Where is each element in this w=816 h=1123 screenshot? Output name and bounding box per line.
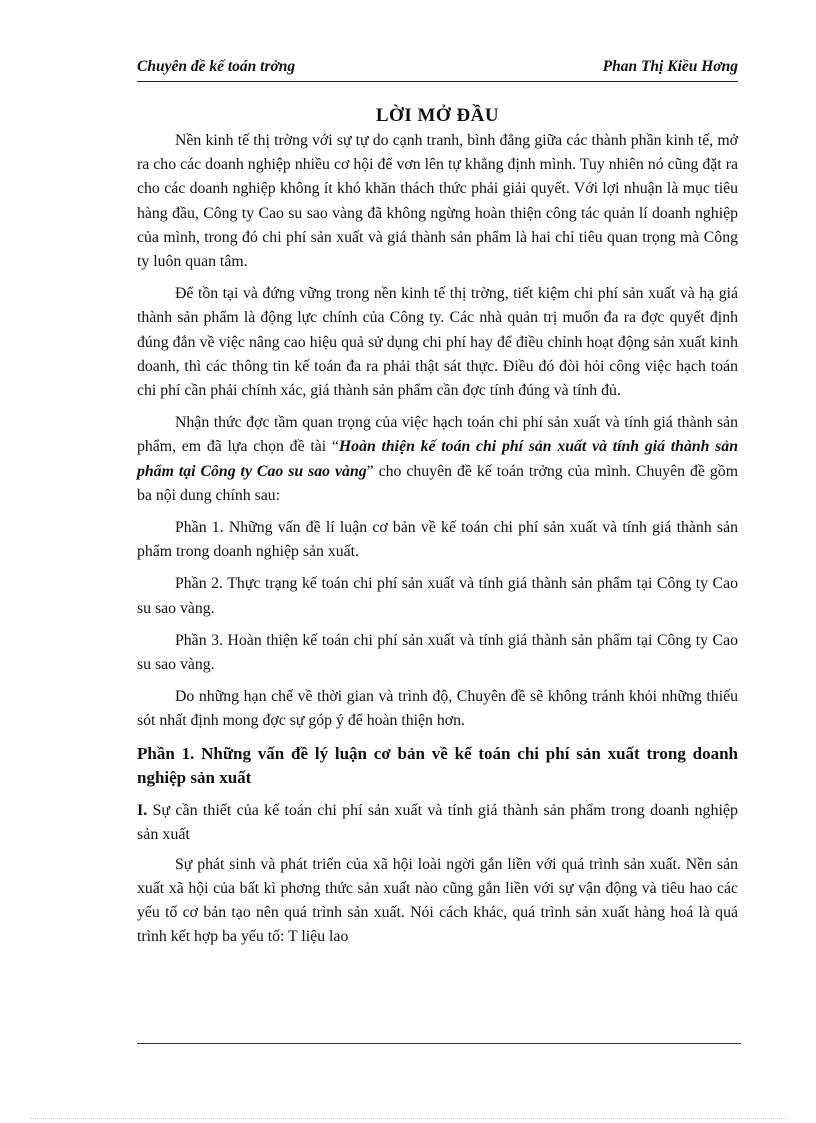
outline-part-1: Phần 1. Những vấn đề lí luận cơ bản về kế toán chi phí sản xuất và tính giá thành sản phẩm trong doanh nghiệp sản xuất. bbox=[137, 519, 738, 561]
intro-paragraph-2: Để tồn tại và đứng vững trong nền kinh tế thị trờng, tiết kiệm chi phí sản xuất và hạ giá thành sản phẩm là động lực chính của Công ty. Các nhà quản trị muốn đa ra đợc quyết định đúng đắn về việc nâng cao hiệu quả sử dụng chi phí hay để điều chỉnh hoạt động sản xuất kinh doanh, thì các thông tin kế toán đa ra phải thật sát thực. Điều đó đòi hỏi công việc hạch toán chi phí cần phải chính xác, giá thành sản phẩm cần đợc tính đúng và tính đủ. bbox=[137, 285, 738, 400]
thesis-topic-title: Hoàn thiện kế toán chi phí sản xuất và tính giá thành sản phẩm tại Công ty Cao su sao vàng bbox=[137, 438, 738, 480]
footer-divider bbox=[137, 1043, 741, 1044]
page-title: LỜI MỞ ĐẦU bbox=[375, 105, 500, 126]
intro-paragraph-3 bbox=[137, 411, 738, 508]
subsection-heading bbox=[137, 799, 738, 847]
closing-paragraph: Do những hạn chế về thời gian và trình độ, Chuyên đề sẽ không tránh khỏi những thiếu sót nhất định mong đợc sự góp ý để hoàn thiện hơn. bbox=[137, 688, 738, 730]
outline-part-2: Phần 2. Thực trạng kế toán chi phí sản xuất và tính giá thành sản phẩm tại Công ty Cao su sao vàng. bbox=[137, 575, 738, 617]
page-bottom-border bbox=[30, 1118, 786, 1119]
outline-part-3: Phần 3. Hoàn thiện kế toán chi phí sản xuất và tính giá thành sản phẩm tại Công ty Cao su sao vàng. bbox=[137, 631, 738, 674]
header-author: Phan Thị Kiều Hơng bbox=[602, 58, 738, 75]
subsection-number: I. bbox=[137, 801, 148, 819]
paragraph-text: ” cho chuyên đề kế toán trởng của mình. Chuyên đề gồm ba nội dung chính sau: bbox=[137, 462, 738, 504]
section-heading: Phần 1. Những vấn đề lý luận cơ bản về kế toán chi phí sản xuất trong doanh nghiệp sản xuất bbox=[137, 743, 738, 788]
intro-paragraph-1: Nền kinh tế thị trờng với sự tự do cạnh tranh, bình đẳng giữa các thành phần kinh tế, mở ra cho các doanh nghiệp nhiều cơ hội để vơn lên tự khẳng định mình. Tuy nhiên nó cũng đặt ra cho các doanh nghiệp không ít khó khăn thách thức phải giải quyết. Với lợi nhuận là mục tiêu hàng đầu, Công ty Cao su sao vàng đã không ngừng hoàn thiện công tác quản lí doanh nghiệp của mình, trong đó chi phí sản xuất và giá thành sản phẩm là hai chỉ tiêu quan trọng mà Công ty luôn quan tâm. bbox=[137, 132, 738, 271]
document-body bbox=[137, 104, 738, 957]
section-body-paragraph: Sự phát sinh và phát triển của xã hội loài ngời gắn liền với quá trình sản xuất. Nền sản xuất xã hội của bất kì phơng thức sản xuất nào cũng gắn liền với sự vận động và tiêu hao các yếu tố cơ bản tạo nên quá trình sản xuất. Nói cách khác, quá trình sản xuất hàng hoá là quá trình kết hợp ba yếu tố: T liệu lao bbox=[137, 855, 738, 946]
header-document-type: Chuyên đề kế toán trởng bbox=[137, 58, 296, 75]
paragraph-text: Nhận thức đợc tầm quan trọng của việc hạch toán chi phí sản xuất và tính giá thành sản phẩm, em đã lựa chọn đề tài “ bbox=[137, 414, 738, 456]
subsection-title: Sự cần thiết của kế toán chi phí sản xuất và tính giá thành sản phẩm trong doanh nghiệp sản xuất bbox=[137, 801, 738, 843]
page-header bbox=[137, 55, 738, 82]
